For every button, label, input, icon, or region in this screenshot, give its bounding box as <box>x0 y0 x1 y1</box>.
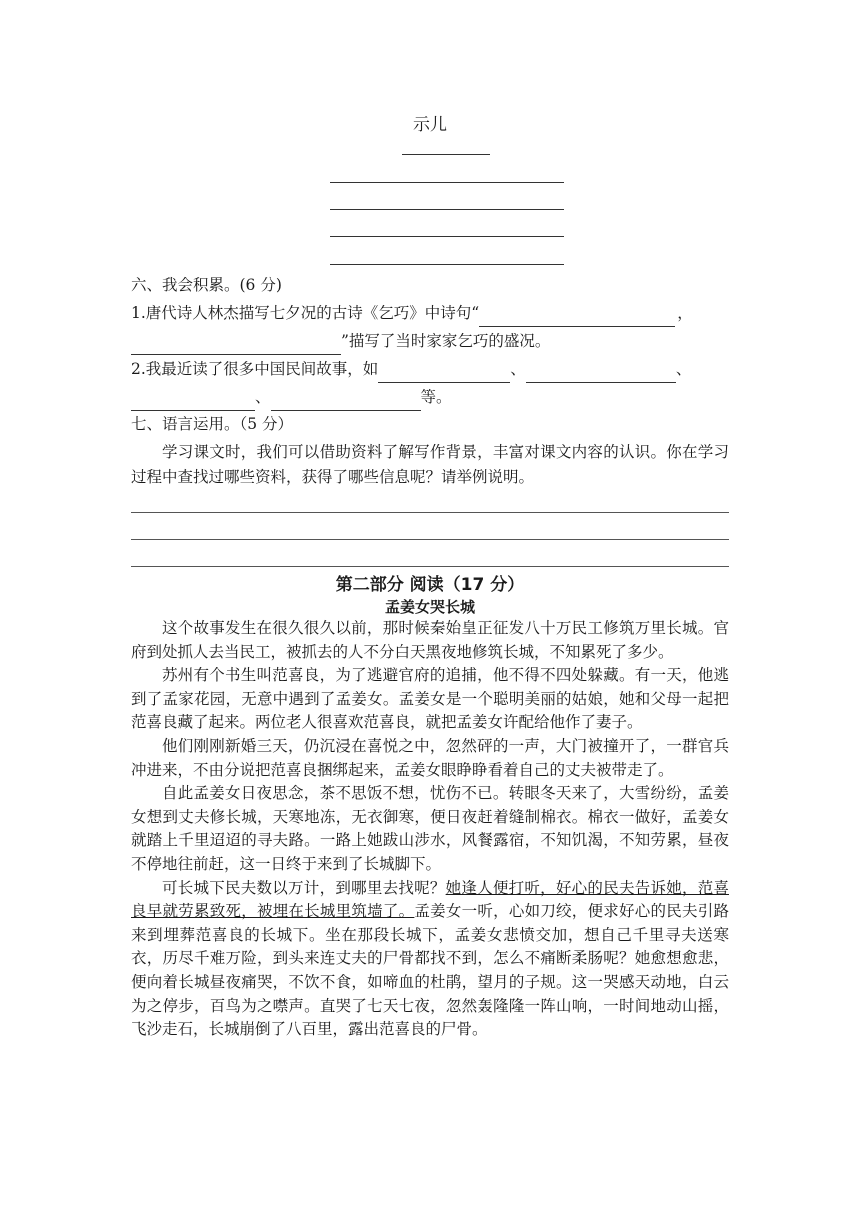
story-paragraph-3: 他们刚刚新婚三天，仍沉浸在喜悦之中，忽然砰的一声，大门被撞开了，一群官兵冲进来，不由分说把范喜良捆绑起来，孟姜女眼睁睁看着自己的丈夫被带走了。 <box>131 736 729 779</box>
part2-heading: 第二部分 阅读（17 分） <box>335 575 525 595</box>
story-underlined-sentence: 她逢人便打听，好心的民夫告诉她，范喜良早就劳累致死，被埋在长城里筑墙了。 <box>131 878 729 921</box>
story-paragraph-1: 这个故事发生在很久很久以前，那时候秦始皇正征发八十万民工修筑万里长城。官府到处抓人去当民工，被抓去的人不分白天黑夜地修筑长城，不知累死了多少。 <box>131 619 729 661</box>
question-2-end: 等。 <box>420 388 452 406</box>
poem-answer-line-1[interactable] <box>330 182 564 183</box>
story-paragraph-5-rest: 孟姜女一听，心如刀绞，便求好心的民夫引路来到埋葬范喜良的长城下。坐在那段长城下，孟姜女悲愤交加，想自己千里寻夫送寒衣，历尽千难万险，到头来连丈夫的尸骨都找不到，怎么不痛断柔肠呢？她愈想愈悲，便向着长城昼夜痛哭，不饮不食，如啼血的杜鹃，望月的子规。这一哭感天动地，白云为之停步，百鸟为之噤声。直哭了七天七夜，忽然轰隆隆一阵山响，一时间地动山摇，飞沙走石，长城崩倒了八百里，露出范喜良的尸骨。 <box>131 902 729 1039</box>
question-2-blank-4[interactable] <box>271 392 421 411</box>
poem-author-line[interactable] <box>402 154 490 155</box>
question-2-line-2 <box>131 384 729 411</box>
question-1-line-2 <box>131 328 729 355</box>
section7-heading: 七、语言运用。（5 分） <box>131 415 294 433</box>
question-1-blank-2[interactable] <box>131 336 341 355</box>
question-2-text: 2.我最近读了很多中国民间故事，如 <box>131 360 379 378</box>
question-2-blank-2[interactable] <box>526 364 676 383</box>
poem-title: 示儿 <box>413 115 447 135</box>
question-1-line-1 <box>131 300 729 327</box>
question-2-sep-3: 、 <box>255 388 271 406</box>
question-2-sep-2: 、 <box>675 360 692 378</box>
section6-heading: 六、我会积累。(6 分) <box>131 276 282 294</box>
story-title: 孟姜女哭长城 <box>384 598 475 616</box>
story-body <box>131 617 729 1042</box>
question-1-tail: ”描写了当时家家乞巧的盛况。 <box>341 332 551 350</box>
answer-line-1[interactable] <box>131 512 729 513</box>
question-2-blank-3[interactable] <box>131 392 255 411</box>
question-2-line-1 <box>131 356 729 383</box>
answer-line-2[interactable] <box>131 539 729 540</box>
poem-answer-line-3[interactable] <box>330 236 564 237</box>
question-1-blank-1[interactable] <box>479 308 675 327</box>
question-1-comma: ， <box>677 304 693 322</box>
poem-answer-line-2[interactable] <box>330 209 564 210</box>
story-paragraph-4: 自此孟姜女日夜思念，茶不思饭不想，忧伤不已。转眼冬天来了，大雪纷纷，孟姜女想到丈夫修长城，天寒地冻，无衣御寒，便日夜赶着缝制棉衣。棉衣一做好，孟姜女就踏上千里迢迢的寻夫路。一路上她跋山涉水，风餐露宿，不知饥渴，不知劳累，昼夜不停地往前赶，这一日终于来到了长城脚下。 <box>131 784 729 873</box>
story-paragraph-2: 苏州有个书生叫范喜良，为了逃避官府的追捕，他不得不四处躲藏。有一天，他逃到了孟家花园，无意中遇到了孟姜女。孟姜女是一个聪明美丽的姑娘，她和父母一起把范喜良藏了起来。两位老人很喜欢范喜良，就把孟姜女许配给他作了妻子。 <box>131 666 729 732</box>
answer-line-3[interactable] <box>131 566 729 567</box>
question-1-text: 1.唐代诗人林杰描写七夕况的古诗《乞巧》中诗句“ <box>131 304 480 322</box>
poem-answer-line-4[interactable] <box>330 264 564 265</box>
question-2-sep-1: 、 <box>510 360 526 378</box>
story-paragraph-5-start: 可长城下民夫数以万计，到哪里去找呢？ <box>162 878 446 897</box>
section7-prompt: 学习课文时，我们可以借助资料了解写作背景，丰富对课文内容的认识。你在学习过程中查找过哪些资料，获得了哪些信息呢？请举例说明。 <box>131 443 729 486</box>
question-2-blank-1[interactable] <box>378 364 510 383</box>
story-paragraph-5 <box>131 877 729 1042</box>
